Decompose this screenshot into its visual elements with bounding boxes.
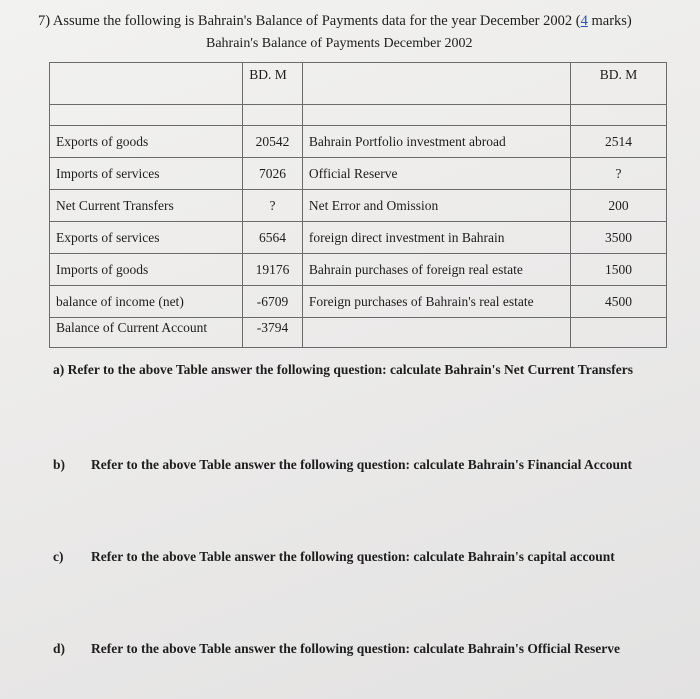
marks-value: 4 [580,13,588,29]
row-label: Exports of goods [50,126,243,158]
marks-open: ( [575,13,581,29]
row-label: balance of income (net) [50,286,243,318]
row-label-right: Net Error and Omission [302,190,570,222]
row-value-right: 4500 [570,286,666,318]
header-unit-left: BD. M [243,63,303,105]
question-c-label: c) [53,549,64,564]
table-row [50,126,667,158]
question-d [53,641,620,657]
table-row [50,222,667,254]
table-row [50,254,667,286]
spacer-cell [302,105,570,126]
row-label: Balance of Current Account [50,318,243,348]
row-label-right: Bahrain Portfolio investment abroad [302,126,570,158]
question-d-label: d) [53,641,66,656]
row-value-right: ? [570,158,666,190]
row-label: Exports of services [50,222,243,254]
spacer-cell [570,105,666,126]
row-value: -6709 [243,286,303,318]
table-row [50,190,667,222]
row-value: -3794 [243,318,303,348]
question-c [53,549,615,565]
table-row [50,158,667,190]
question-b-text: Refer to the above Table answer the following question: calculate Bahrain's Financial Account [91,457,633,472]
row-label: Imports of goods [50,254,243,286]
row-value-right: 1500 [570,254,666,286]
spacer-cell [50,105,243,126]
table-row [50,286,667,318]
header-cell-blank [50,63,243,105]
row-value-right: 3500 [570,222,666,254]
header-cell-blank [302,63,570,105]
row-label: Net Current Transfers [50,190,243,222]
row-value: ? [243,190,303,222]
row-value: 20542 [243,126,303,158]
table-spacer-row [50,105,667,126]
row-label: Imports of services [50,158,243,190]
row-label-right: Foreign purchases of Bahrain's real estate [302,286,570,318]
row-value: 19176 [243,254,303,286]
balance-of-payments-table [49,62,667,348]
question-header-text: 7) Assume the following is Bahrain's Balance of Payments data for the year December 2002 [38,13,576,29]
table-title: Bahrain's Balance of Payments December 2002 [206,36,473,51]
question-header [38,13,632,30]
question-b [53,457,632,473]
row-label-right: Bahrain purchases of foreign real estate [302,254,570,286]
question-a: a) Refer to the above Table answer the following question: calculate Bahrain's Net Current Transfers [53,362,633,377]
row-value: 7026 [243,158,303,190]
question-c-text: Refer to the above Table answer the following question: calculate Bahrain's capital account [91,549,615,564]
row-value-right: 200 [570,190,666,222]
row-label-right: Official Reserve [302,158,570,190]
row-value-right [570,318,666,348]
table-header-row [50,63,667,105]
header-unit-right: BD. M [570,63,666,105]
spacer-cell [243,105,303,126]
row-label-right: foreign direct investment in Bahrain [302,222,570,254]
row-label-right [302,318,570,348]
table-row [50,318,667,348]
question-b-label: b) [53,457,66,472]
row-value: 6564 [243,222,303,254]
question-d-text: Refer to the above Table answer the following question: calculate Bahrain's Official Reserve [91,641,620,656]
row-value-right: 2514 [570,126,666,158]
marks-close: marks) [587,13,632,29]
